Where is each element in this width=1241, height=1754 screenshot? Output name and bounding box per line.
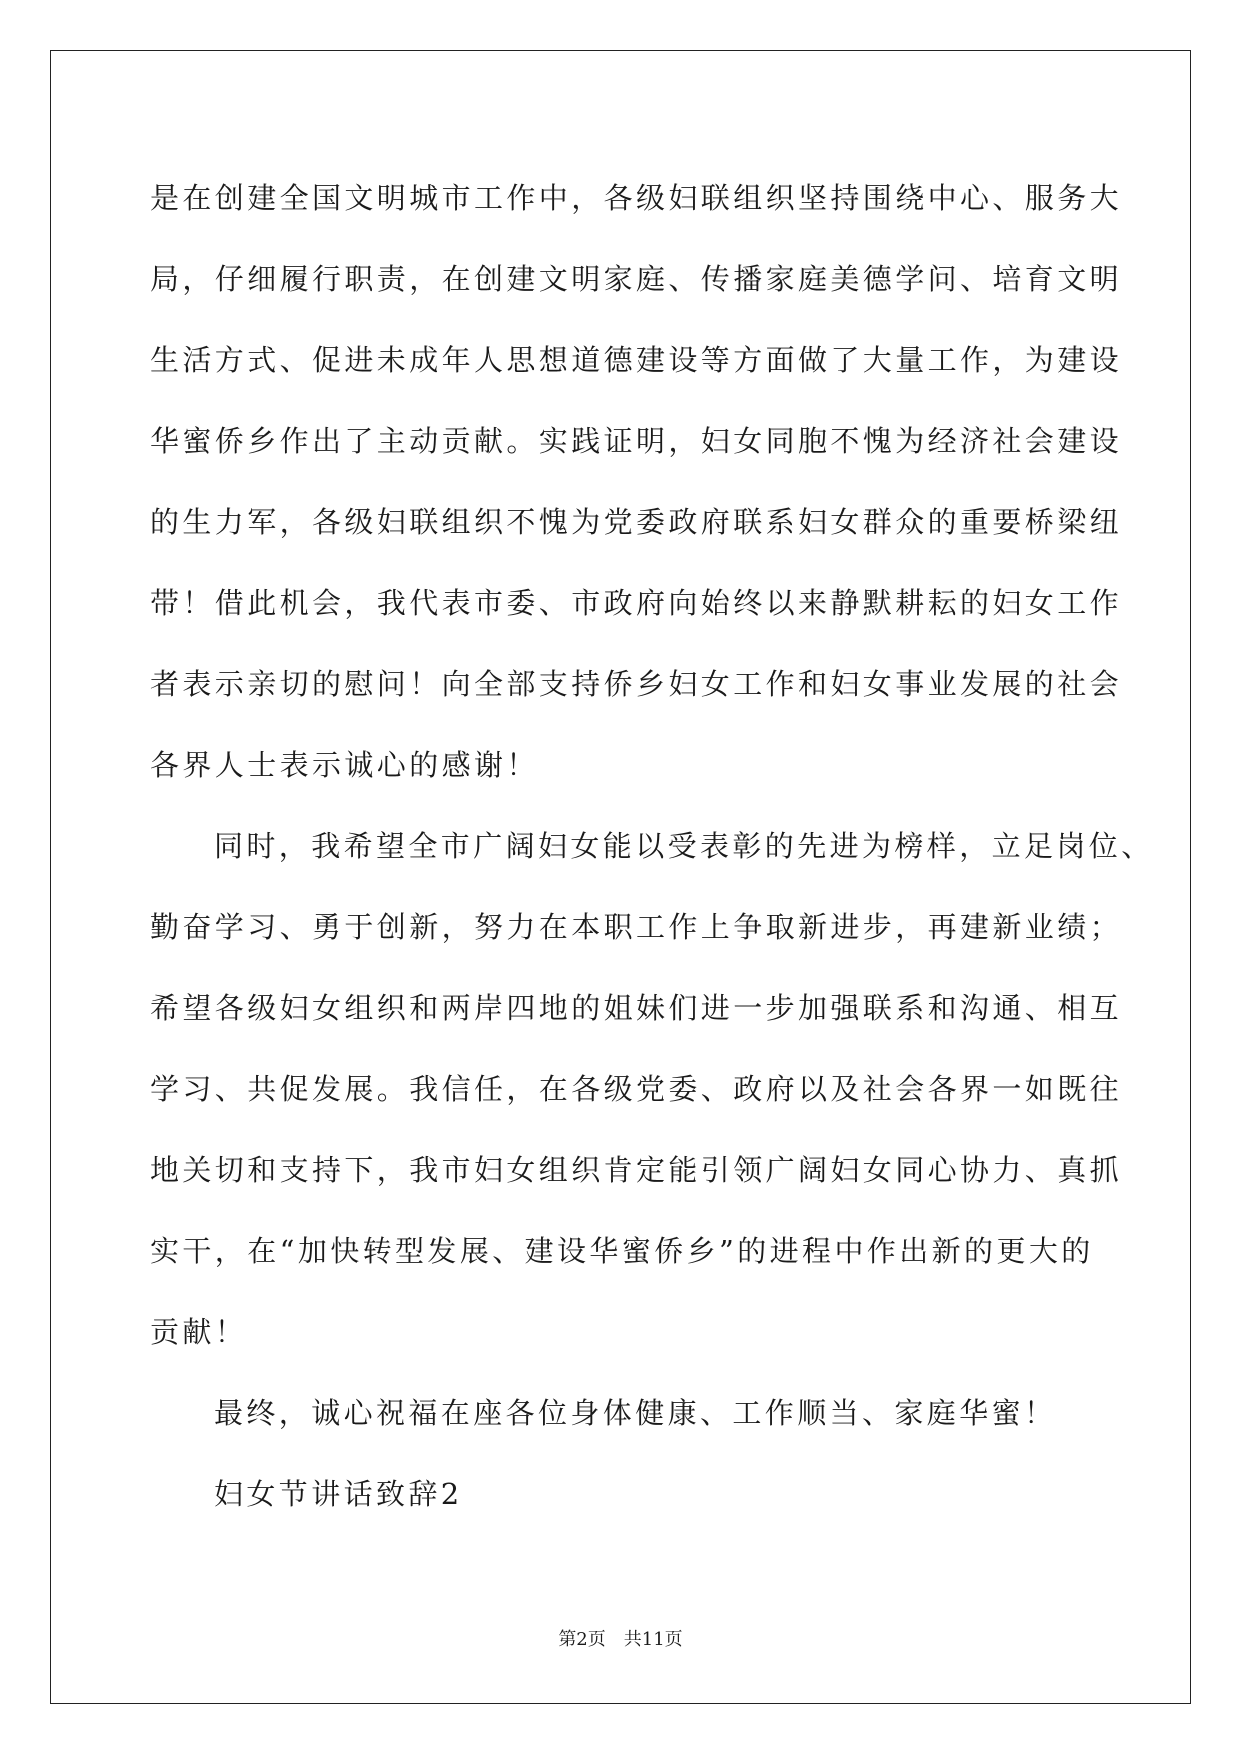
text-line: 各界人士表示诚心的感谢！ — [150, 748, 539, 782]
text-line: 者表示亲切的慰问！向全部支持侨乡妇女工作和妇女事业发展的社会 — [150, 667, 1123, 701]
document-body — [150, 158, 1154, 1535]
text-line: 带！借此机会，我代表市委、市政府向始终以来静默耕耘的妇女工作 — [150, 586, 1123, 620]
text-line: 贡献！ — [150, 1315, 248, 1349]
page-number: 第2页 — [558, 1629, 606, 1650]
text-line: 是在创建全国文明城市工作中，各级妇联组织坚持围绕中心、服务大 — [150, 181, 1123, 215]
paragraph-start-line: 同时，我希望全市广阔妇女能以受表彰的先进为榜样，立足岗位、 — [214, 829, 1154, 863]
text-line: 勤奋学习、勇于创新，努力在本职工作上争取新进步，再建新业绩； — [150, 910, 1123, 944]
text-line: 地关切和支持下，我市妇女组织肯定能引领广阔妇女同心协力、真抓 — [150, 1153, 1123, 1187]
text-line: 希望各级妇女组织和两岸四地的姐妹们进一步加强联系和沟通、相互 — [150, 991, 1123, 1025]
text-line: 局，仔细履行职责，在创建文明家庭、传播家庭美德学问、培育文明 — [150, 262, 1123, 296]
text-line: 生活方式、促进未成年人思想道德建设等方面做了大量工作，为建设 — [150, 343, 1123, 377]
text-line: 实干，在“加快转型发展、建设华蜜侨乡”的进程中作出新的更大的 — [150, 1234, 1094, 1268]
section-heading: 妇女节讲话致辞2 — [214, 1477, 463, 1511]
page-footer — [0, 1628, 1241, 1652]
text-line: 的生力军，各级妇联组织不愧为党委政府联系妇女群众的重要桥梁纽 — [150, 505, 1123, 539]
text-line: 学习、共促发展。我信任，在各级党委、政府以及社会各界一如既往 — [150, 1072, 1123, 1106]
paragraph-start-line: 最终，诚心祝福在座各位身体健康、工作顺当、家庭华蜜！ — [214, 1396, 1057, 1430]
page-total: 共11页 — [623, 1629, 683, 1650]
text-line: 华蜜侨乡作出了主动贡献。实践证明，妇女同胞不愧为经济社会建设 — [150, 424, 1123, 458]
